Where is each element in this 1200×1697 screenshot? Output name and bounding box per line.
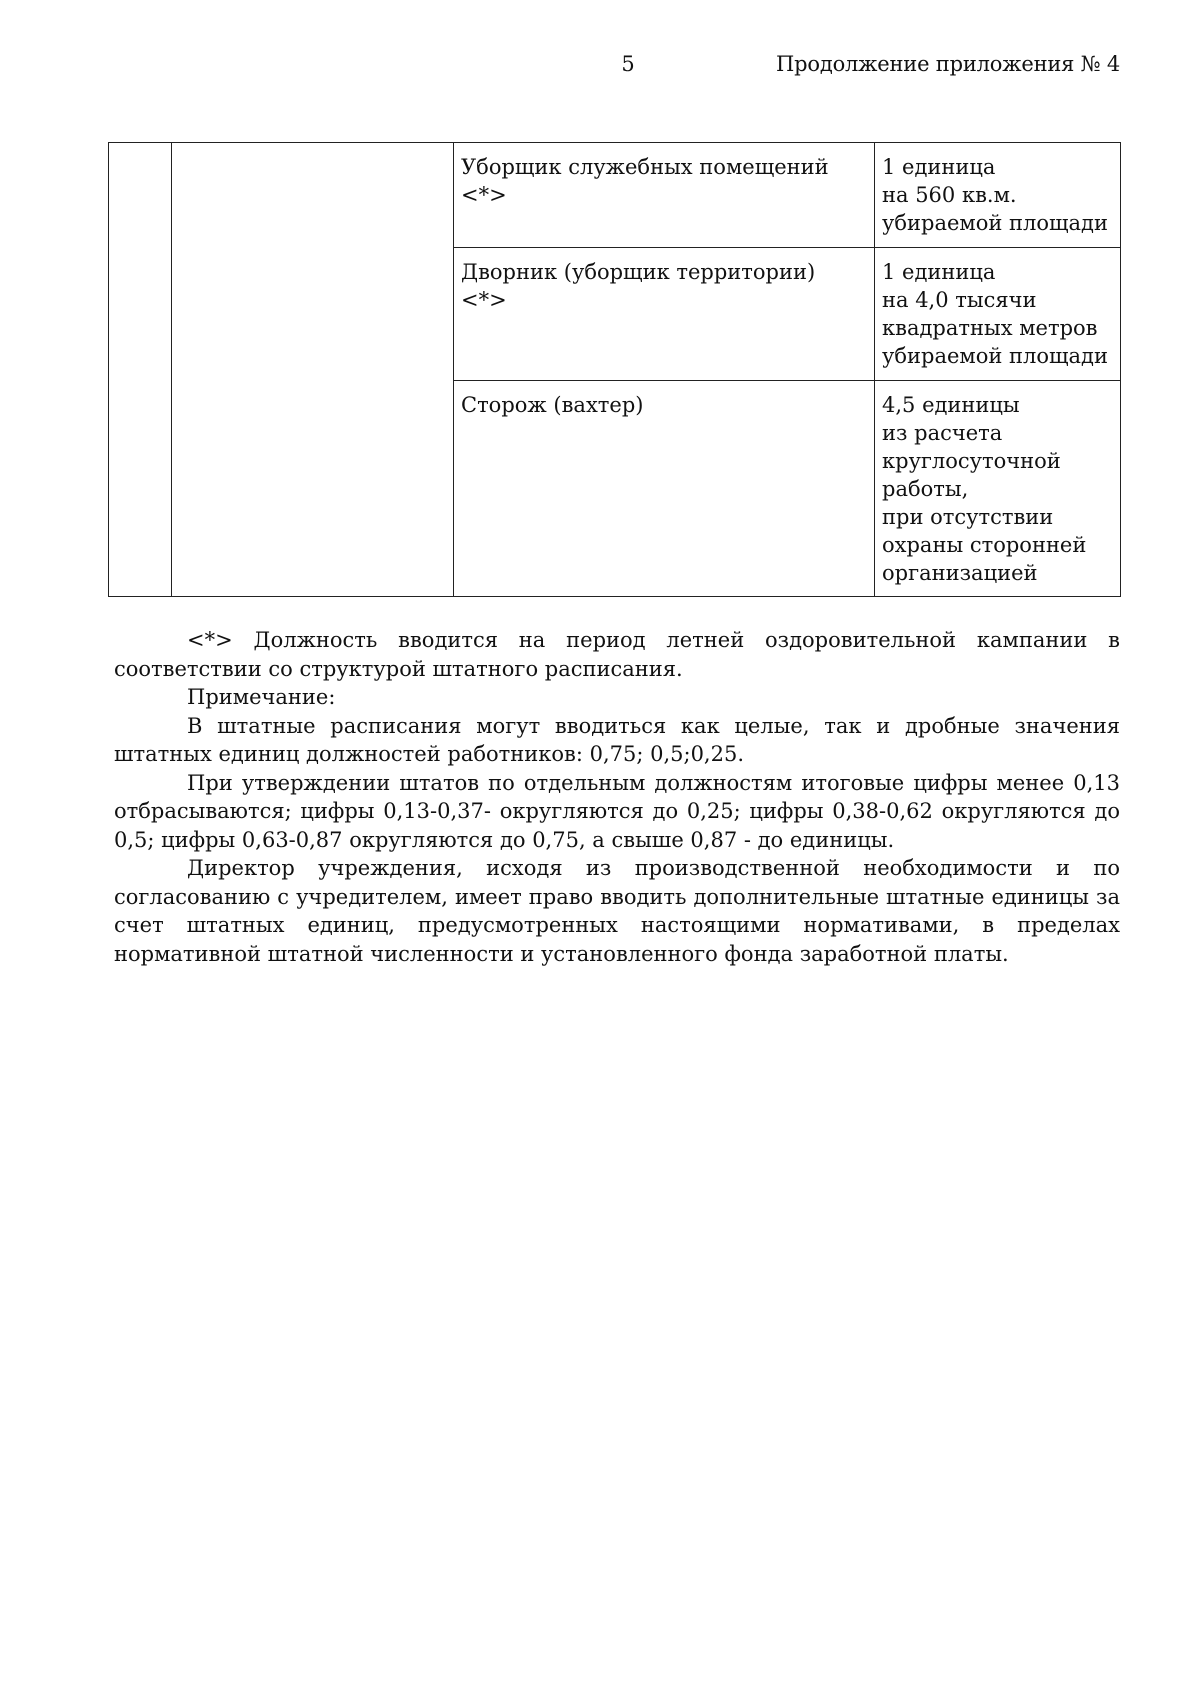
number-cell bbox=[109, 143, 172, 597]
note-heading: Примечание: bbox=[187, 685, 336, 709]
quantity-cell bbox=[875, 143, 1121, 248]
quantity-line: на 4,0 тысячи bbox=[882, 288, 1037, 312]
note-paragraph: При утверждении штатов по отдельным должностям итоговые цифры менее 0,13 отбрасываются; цифры 0,13-0,37- округляются до 0,25; цифры 0,38-0,62 округляются до 0,5; цифры 0,63-0,87 округляются до 0,75, а свыше 0,87 - до единицы. bbox=[114, 770, 1120, 852]
position-cell: Уборщик служебных помещений <*> bbox=[454, 143, 875, 248]
position-cell: Сторож (вахтер) bbox=[454, 381, 875, 597]
quantity-line: при отсутствии bbox=[882, 505, 1054, 529]
appendix-continuation-label: Продолжение приложения № 4 bbox=[776, 52, 1120, 76]
quantity-line: из расчета bbox=[882, 421, 1003, 445]
quantity-line: на 560 кв.м. bbox=[882, 183, 1017, 207]
quantity-line: круглосуточной bbox=[882, 449, 1061, 473]
note-paragraph: В штатные расписания могут вводиться как целые, так и дробные значения штатных единиц должностей работников: 0,75; 0,5;0,25. bbox=[114, 713, 1120, 766]
quantity-line: охраны сторонней bbox=[882, 533, 1087, 557]
quantity-line: убираемой площади bbox=[882, 211, 1108, 235]
institution-type-cell bbox=[172, 143, 454, 597]
quantity-line: убираемой площади bbox=[882, 344, 1108, 368]
staffing-table bbox=[108, 142, 1121, 597]
footnote: <*> Должность вводится на период летней оздоровительной кампании в соответствии со структурой штатного расписания. bbox=[114, 628, 1120, 681]
page-number: 5 bbox=[621, 52, 635, 76]
quantity-line: организацией bbox=[882, 561, 1038, 585]
quantity-cell bbox=[875, 248, 1121, 381]
quantity-cell bbox=[875, 381, 1121, 597]
position-cell: Дворник (уборщик территории) <*> bbox=[454, 248, 875, 381]
table-row bbox=[109, 143, 1121, 248]
quantity-line: 4,5 единицы bbox=[882, 393, 1020, 417]
quantity-line: работы, bbox=[882, 477, 969, 501]
note-paragraph: Директор учреждения, исходя из производственной необходимости и по согласованию с учредителем, имеет право вводить дополнительные штатные единицы за счет штатных единиц, предусмотренных настоящими нормативами, в пределах нормативной штатной численности и установленного фонда заработной платы. bbox=[114, 856, 1120, 966]
quantity-line: 1 единица bbox=[882, 155, 996, 179]
quantity-line: квадратных метров bbox=[882, 316, 1098, 340]
notes-section bbox=[114, 626, 1120, 968]
quantity-line: 1 единица bbox=[882, 260, 996, 284]
